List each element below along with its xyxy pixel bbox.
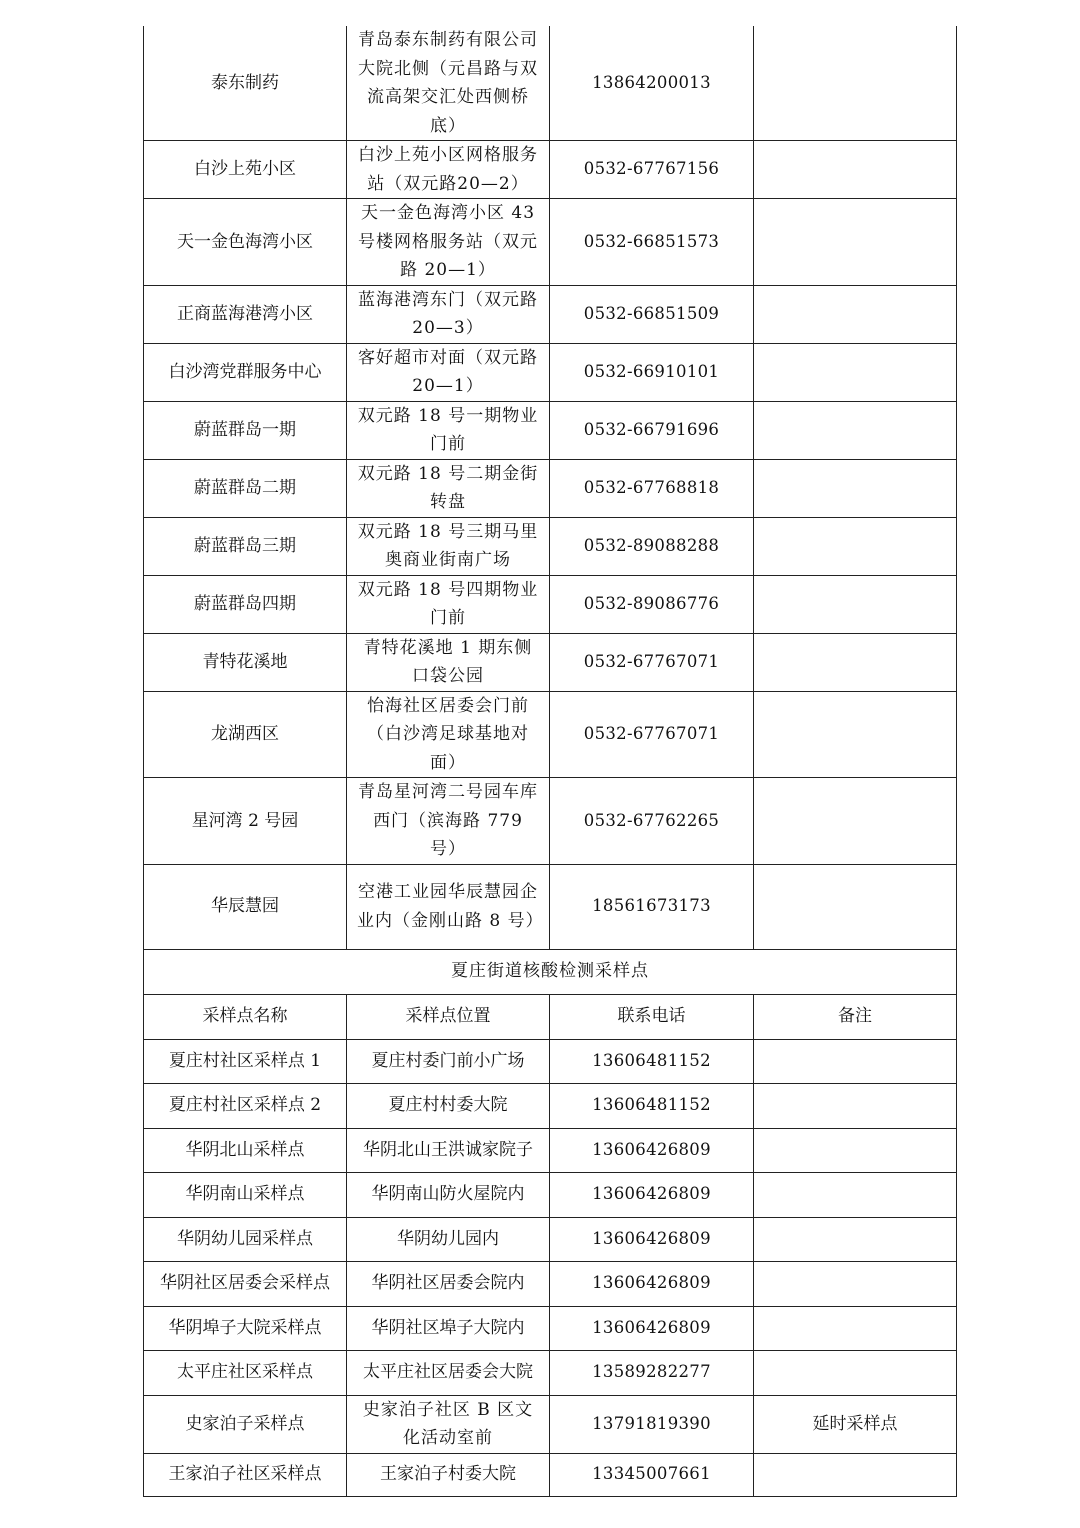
- site-location: 史家泊子社区 B 区文化活动室前: [347, 1395, 550, 1453]
- site-location: 王家泊子村委大院: [347, 1453, 550, 1496]
- site-location: 华阴社区埠子大院内: [347, 1306, 550, 1350]
- site-note: [754, 1350, 957, 1395]
- site-name: 夏庄村社区采样点 1: [144, 1039, 347, 1083]
- site-location: 客好超市对面（双元路 20—1）: [347, 343, 550, 401]
- site-location: 青特花溪地 1 期东侧口袋公园: [347, 633, 550, 691]
- site-phone: 0532-67768818: [550, 459, 754, 517]
- site-note: [754, 1039, 957, 1083]
- site-name: 白沙上苑小区: [144, 141, 347, 199]
- table-row: [144, 1083, 957, 1128]
- site-location: 夏庄村委门前小广场: [347, 1039, 550, 1083]
- site-location: 空港工业园华辰慧园企业内（金刚山路 8 号）: [347, 864, 550, 949]
- site-location: 青岛泰东制药有限公司大院北侧（元昌路与双流高架交汇处西侧桥底）: [347, 26, 550, 141]
- site-note: [754, 778, 957, 865]
- table-row: [144, 778, 957, 865]
- site-note: [754, 141, 957, 199]
- site-name: 夏庄村社区采样点 2: [144, 1083, 347, 1128]
- site-phone: 0532-66851509: [550, 285, 754, 343]
- site-note: [754, 1128, 957, 1172]
- site-name: 史家泊子采样点: [144, 1395, 347, 1453]
- site-name: 王家泊子社区采样点: [144, 1453, 347, 1496]
- site-note: [754, 864, 957, 949]
- site-phone: 13606426809: [550, 1128, 754, 1172]
- table-row: [144, 1350, 957, 1395]
- table-row: [144, 1039, 957, 1083]
- table-row: [144, 199, 957, 286]
- site-name: 泰东制药: [144, 26, 347, 141]
- site-phone: 13606426809: [550, 1261, 754, 1306]
- site-phone: 0532-89088288: [550, 517, 754, 575]
- table-row: [144, 343, 957, 401]
- site-name: 华阴幼儿园采样点: [144, 1217, 347, 1261]
- table-row: [144, 517, 957, 575]
- section-title: 夏庄街道核酸检测采样点: [144, 949, 957, 994]
- site-name: 太平庄社区采样点: [144, 1350, 347, 1395]
- sampling-points-table: [143, 26, 957, 1497]
- table-row: [144, 1217, 957, 1261]
- site-location: 双元路 18 号一期物业门前: [347, 401, 550, 459]
- site-note: [754, 199, 957, 286]
- site-location: 双元路 18 号四期物业门前: [347, 575, 550, 633]
- site-name: 华阴北山采样点: [144, 1128, 347, 1172]
- site-note: [754, 285, 957, 343]
- site-location: 华阴社区居委会院内: [347, 1261, 550, 1306]
- site-phone: 0532-67767156: [550, 141, 754, 199]
- site-note: [754, 1217, 957, 1261]
- site-phone: 0532-66791696: [550, 401, 754, 459]
- site-name: 华阴南山采样点: [144, 1172, 347, 1217]
- site-name: 华辰慧园: [144, 864, 347, 949]
- table-row: [144, 285, 957, 343]
- site-name: 龙湖西区: [144, 691, 347, 778]
- site-phone: 13606426809: [550, 1217, 754, 1261]
- site-note: [754, 691, 957, 778]
- site-phone: 0532-67767071: [550, 633, 754, 691]
- site-location: 夏庄村村委大院: [347, 1083, 550, 1128]
- site-name: 天一金色海湾小区: [144, 199, 347, 286]
- header-phone: 联系电话: [550, 994, 754, 1039]
- site-phone: 13791819390: [550, 1395, 754, 1453]
- site-location: 华阴北山王洪诚家院子: [347, 1128, 550, 1172]
- site-note: [754, 575, 957, 633]
- site-name: 华阴埠子大院采样点: [144, 1306, 347, 1350]
- header-name: 采样点名称: [144, 994, 347, 1039]
- site-note: [754, 1453, 957, 1496]
- site-location: 双元路 18 号二期金街转盘: [347, 459, 550, 517]
- site-name: 蔚蓝群岛三期: [144, 517, 347, 575]
- site-location: 天一金色海湾小区 43 号楼网格服务站（双元路 20—1）: [347, 199, 550, 286]
- site-name: 华阴社区居委会采样点: [144, 1261, 347, 1306]
- site-note: [754, 343, 957, 401]
- site-name: 星河湾 2 号园: [144, 778, 347, 865]
- header-location: 采样点位置: [347, 994, 550, 1039]
- site-note: [754, 517, 957, 575]
- site-note: [754, 1083, 957, 1128]
- site-location: 白沙上苑小区网格服务站（双元路20—2）: [347, 141, 550, 199]
- site-name: 蔚蓝群岛一期: [144, 401, 347, 459]
- site-note: [754, 1172, 957, 1217]
- table-row: [144, 459, 957, 517]
- site-note: [754, 633, 957, 691]
- table-row: [144, 26, 957, 141]
- table-row: [144, 1172, 957, 1217]
- table-row: [144, 1261, 957, 1306]
- site-note: [754, 401, 957, 459]
- table-row: [144, 864, 957, 949]
- site-note: [754, 459, 957, 517]
- table-row: [144, 1395, 957, 1453]
- site-phone: 18561673173: [550, 864, 754, 949]
- table-row: [144, 401, 957, 459]
- site-phone: 13864200013: [550, 26, 754, 141]
- site-note: [754, 1306, 957, 1350]
- site-phone: 13606426809: [550, 1306, 754, 1350]
- table-row: [144, 1128, 957, 1172]
- site-name: 白沙湾党群服务中心: [144, 343, 347, 401]
- site-location: 华阴幼儿园内: [347, 1217, 550, 1261]
- site-location: 双元路 18 号三期马里奥商业街南广场: [347, 517, 550, 575]
- table-row: [144, 691, 957, 778]
- table-row: [144, 633, 957, 691]
- site-phone: 13606481152: [550, 1039, 754, 1083]
- site-phone: 13606426809: [550, 1172, 754, 1217]
- site-name: 正商蓝海港湾小区: [144, 285, 347, 343]
- site-note: [754, 1261, 957, 1306]
- section-row: [144, 949, 957, 994]
- site-location: 怡海社区居委会门前（白沙湾足球基地对面）: [347, 691, 550, 778]
- site-location: 蓝海港湾东门（双元路 20—3）: [347, 285, 550, 343]
- site-name: 青特花溪地: [144, 633, 347, 691]
- header-note: 备注: [754, 994, 957, 1039]
- site-phone: 0532-67762265: [550, 778, 754, 865]
- site-location: 青岛星河湾二号园车库西门（滨海路 779 号）: [347, 778, 550, 865]
- site-phone: 0532-67767071: [550, 691, 754, 778]
- header-row: [144, 994, 957, 1039]
- table-row: [144, 141, 957, 199]
- site-phone: 0532-89086776: [550, 575, 754, 633]
- site-phone: 13606481152: [550, 1083, 754, 1128]
- site-name: 蔚蓝群岛二期: [144, 459, 347, 517]
- site-phone: 0532-66851573: [550, 199, 754, 286]
- site-location: 华阴南山防火屋院内: [347, 1172, 550, 1217]
- site-phone: 13345007661: [550, 1453, 754, 1496]
- site-note: [754, 26, 957, 141]
- site-note: 延时采样点: [754, 1395, 957, 1453]
- site-phone: 13589282277: [550, 1350, 754, 1395]
- table-row: [144, 1453, 957, 1496]
- site-location: 太平庄社区居委会大院: [347, 1350, 550, 1395]
- site-phone: 0532-66910101: [550, 343, 754, 401]
- table-row: [144, 575, 957, 633]
- site-name: 蔚蓝群岛四期: [144, 575, 347, 633]
- table-row: [144, 1306, 957, 1350]
